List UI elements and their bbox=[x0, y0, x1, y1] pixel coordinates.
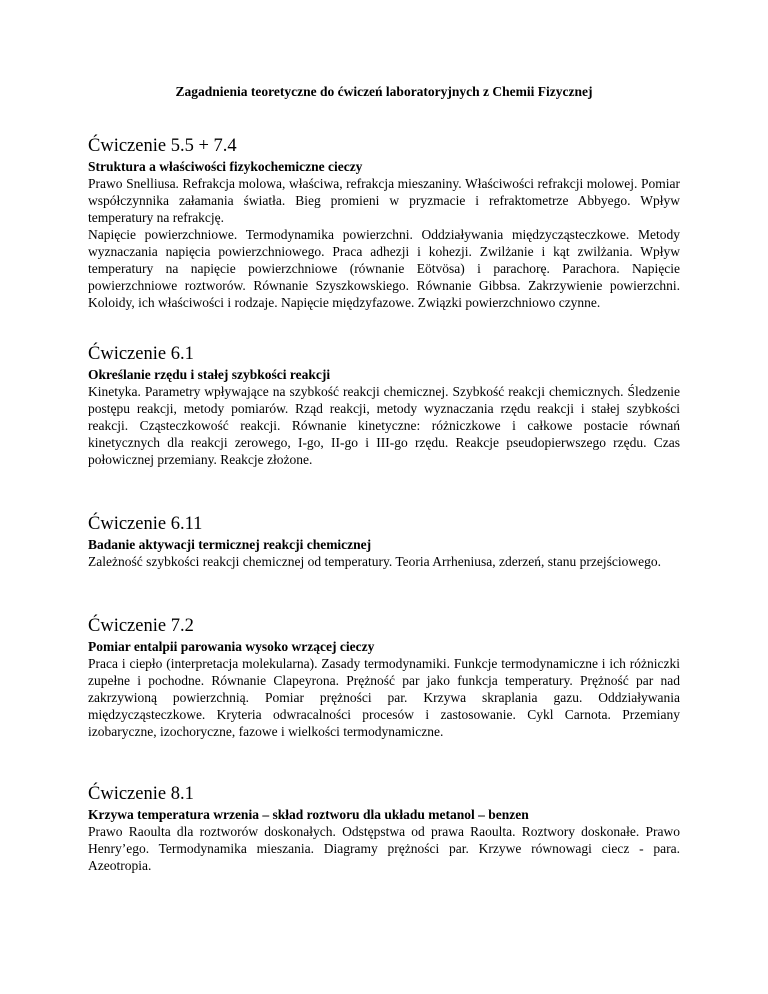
section-exercise-6-11 bbox=[88, 513, 680, 570]
section-exercise-8-1 bbox=[88, 783, 680, 874]
section-heading: Ćwiczenie 6.11 bbox=[88, 514, 203, 534]
section-body bbox=[88, 383, 680, 468]
section-paragraph: Praca i ciepło (interpretacja molekularna). Zasady termodynamiki. Funkcje termodynamiczne i ich różniczki zupełne i pochodne. Równanie Clapeyrona. Prężność par jako funkcja temperatury. Prężność par nad zakrzywioną powierzchnią. Pomiar prężności par. Krzywa skraplania gazu. Oddziaływania międzycząsteczkowe. Kryteria odwracalności procesów i zastosowanie. Cykl Carnota. Przemiany izobaryczne, izochoryczne, fazowe i wielkości termodynamiczne. bbox=[88, 656, 680, 739]
section-paragraph: Prawo Raoulta dla roztworów doskonałych. Odstępstwa od prawa Raoulta. Roztwory doskonałe. Prawo Henry’ego. Termodynamika mieszania. Diagramy prężności par. Krzywe równowagi ciecz - para. Azeotropia. bbox=[88, 824, 680, 873]
section-exercise-5-5-7-4 bbox=[88, 135, 680, 311]
section-exercise-7-2 bbox=[88, 615, 680, 740]
section-body bbox=[88, 655, 680, 740]
section-subtitle: Określanie rzędu i stałej szybkości reakcji bbox=[88, 367, 331, 382]
section-body bbox=[88, 175, 680, 311]
section-heading: Ćwiczenie 5.5 + 7.4 bbox=[88, 136, 237, 156]
section-paragraph: Kinetyka. Parametry wpływające na szybkość reakcji chemicznej. Szybkość reakcji chemicznych. Śledzenie postępu reakcji, metody pomiarów. Rząd reakcji, metody wyznaczania rzędu reakcji i stałej szybkości reakcji. Cząsteczkowość reakcji. Równanie kinetyczne: różniczkowe i całkowe postacie równań kinetycznych dla reakcji zerowego, I-go, II-go i III-go rzędu. Reakcje pseudopierwszego rzędu. Czas połowicznej przemiany. Reakcje złożone. bbox=[88, 384, 680, 467]
section-subtitle: Krzywa temperatura wrzenia – skład roztworu dla układu metanol – benzen bbox=[88, 807, 529, 822]
section-paragraph: Napięcie powierzchniowe. Termodynamika powierzchni. Oddziaływania międzycząsteczkowe. Metody wyznaczania napięcia powierzchniowego. Praca adhezji i kohezji. Zwilżanie i kąt zwilżania. Wpływ temperatury na napięcie powierzchniowe (równanie Eötvösa) i parachorę. Parachora. Napięcie powierzchniowe roztworów. Równanie Szyszkowskiego. Równanie Gibbsa. Zakrzywienie powierzchni. Koloidy, ich właściwości i rodzaje. Napięcie międzyfazowe. Związki powierzchniowo czynne. bbox=[88, 227, 680, 310]
section-subtitle: Pomiar entalpii parowania wysoko wrzącej cieczy bbox=[88, 639, 375, 654]
document-title: Zagadnienia teoretyczne do ćwiczeń laboratoryjnych z Chemii Fizycznej bbox=[175, 84, 593, 99]
section-paragraph: Prawo Snelliusa. Refrakcja molowa, właściwa, refrakcja mieszaniny. Właściwości refrakcji molowej. Pomiar współczynnika załamania światła. Bieg promieni w pryzmacie i refraktometrze Abbyego. Wpływ temperatury na refrakcję. bbox=[88, 176, 680, 225]
section-heading: Ćwiczenie 6.1 bbox=[88, 344, 194, 364]
section-subtitle: Badanie aktywacji termicznej reakcji chemicznej bbox=[88, 537, 372, 552]
section-body bbox=[88, 553, 680, 570]
section-paragraph: Zależność szybkości reakcji chemicznej od temperatury. Teoria Arrheniusa, zderzeń, stanu przejściowego. bbox=[88, 554, 661, 569]
section-heading: Ćwiczenie 7.2 bbox=[88, 616, 194, 636]
section-subtitle: Struktura a właściwości fizykochemiczne cieczy bbox=[88, 159, 363, 174]
section-body bbox=[88, 823, 680, 874]
section-exercise-6-1 bbox=[88, 343, 680, 468]
section-heading: Ćwiczenie 8.1 bbox=[88, 784, 194, 804]
